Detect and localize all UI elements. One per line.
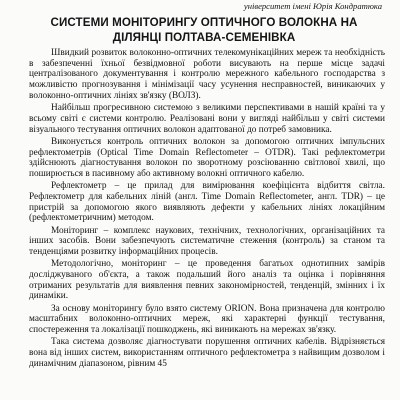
article-title <box>22 15 386 45</box>
article-body <box>29 48 385 400</box>
paragraph-monitoring-definition: Моніторинг – комплекс наукових, технічних, технологічних, організаційних та інших засобів. Вони забезпечують систематичне стеження (контроль) за станом та тенденціями розвитку інформаційних процесів. <box>29 225 385 258</box>
paragraph-otdr: Виконується контроль оптичних волокон за допомогою оптичних імпульсних рефлектометрів (Optical Time Domain Reflectometer – OTDR). Такі рефлектометри здійснюють діагностування волокон по зворотному розсіюванню світлової хвилі, що поширюється в пасивному або активному волокні оптичного кабелю. <box>29 136 385 179</box>
paragraph-control-systems: Найбільш прогресивною системою з великими перспективами в нашій країні та у всьому світі є системи контролю. Реалізовані вони у вигляді найбільш у світі системи візуального тестування оптичних волокон адаптованої до потреб замовника. <box>29 103 385 135</box>
paragraph-methodology: Методологічно, моніторинг – це проведення багатьох однотипних замірів досліджуваного об'єкта, а також подальший його аналіз та оцінка і порівняння отриманих результатів для виявлення певних закономірностей, тенденцій, змінних і їх динаміки. <box>29 259 385 302</box>
article-title-line-2: ДІЛЯНЦІ ПОЛТАВА-СЕМЕНІВКА <box>112 31 296 44</box>
paragraph-diagnostics: Така система дозволяє діагностувати порушення оптичних кабелів. Відрізняється вона від інших систем, використанням оптичного рефлектометра з найвищим дозволом і динамічним діапазоном, рівним 45 <box>29 337 385 369</box>
paragraph-orion: За основу моніторингу було взято систему ORION. Вона призначена для контролю масштабних волоконно-оптичних мереж, які характерні функції тестування, спостереження та локалізації пошкоджень, які виникають на мережах зв'язку. <box>29 303 385 336</box>
article-title-line-1: СИСТЕМИ МОНІТОРИНГУ ОПТИЧНОГО ВОЛОКНА НА <box>50 16 358 29</box>
author-affiliation: університет імені Юрія Кондратюка <box>243 1 382 11</box>
paragraph-reflectometer: Рефлектометр – це прилад для вимірювання коефіцієнта відбиття світла. Рефлектометр для кабельних ліній (англ. Time Domain Reflectometer, англ. TDR) – це пристрій за допомогою якого виявляють дефекти у кабельних лініях локаційним (рефлектометричним) методом. <box>29 181 385 224</box>
paragraph-intro: Швидкий розвиток волоконно-оптичних телекомунікаційних мереж та необхідність в забезпеченні їхньої безвідмовної роботи висувають на перше місце задачі централізованого документування і контролю мережного кабельного господарства з можливістю прогнозування і мінімізації часу усунення несправностей, виникаючих у волоконно-оптичних лініях зв'язку (ВОЛЗ). <box>29 48 385 101</box>
